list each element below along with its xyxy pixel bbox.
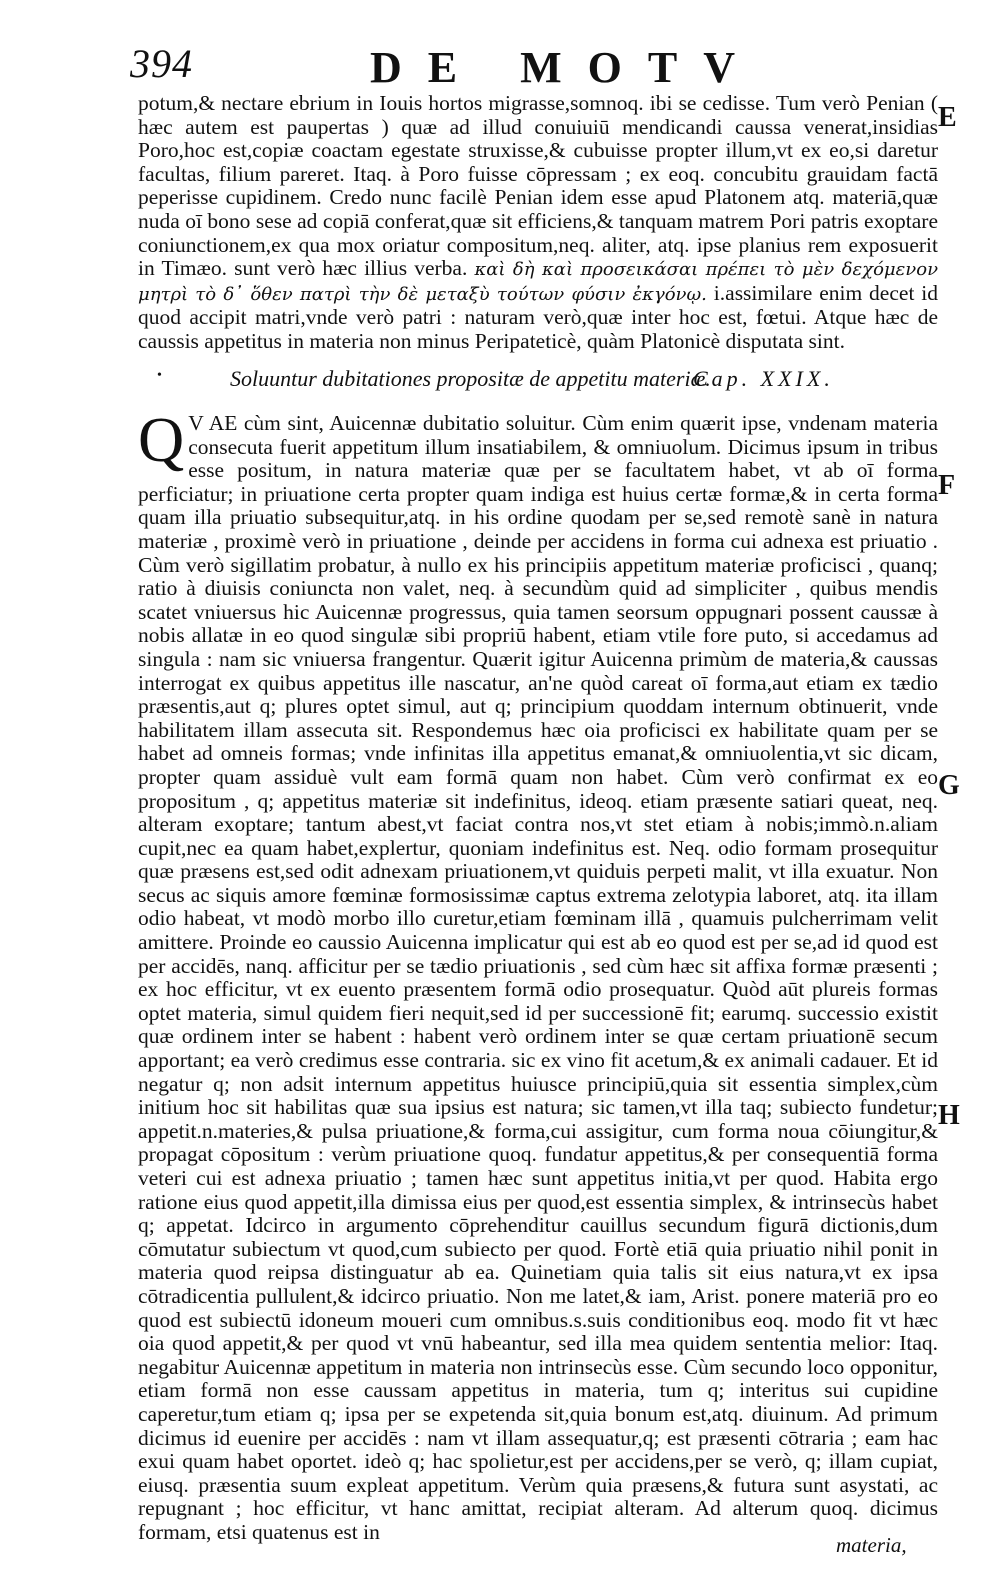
chapter-title: Soluuntur dubitationes propositæ de appetitu materiæ.: [230, 366, 711, 391]
paragraph-2-text: [138, 404, 938, 1545]
page-number: 394: [130, 41, 193, 86]
paragraph-2: [138, 404, 938, 1545]
catchword: materia,: [836, 1533, 907, 1557]
margin-letter-g: G: [938, 770, 960, 801]
chapter-heading: [230, 366, 834, 392]
running-head: DE MOTV: [370, 43, 761, 92]
paragraph-1-latin-continued: i.assimilare enim decet id quod accipit matri,vnde verò patri : naturam verò,quæ inter hoc est, fœtui. Atque hæc de caussis appetitus in materia non minus Peripateticè, quàm Platonicè disputata sint.: [138, 280, 939, 353]
drop-cap: Q: [138, 404, 185, 475]
ornament-mark: •: [157, 368, 162, 383]
margin-letter-f: F: [938, 470, 956, 501]
greek-quotation: καὶ δὴ καὶ προσεικάσαι πρέπει τὸ μὲν δεχόμενον μητρὶ τὸ δ᾽ ὅθεν πατρὶ τὴν δὲ μεταξὺ τούτων φύσιν ἐκγόνῳ.: [138, 259, 939, 305]
margin-letter-e: E: [938, 102, 957, 133]
paragraph-1-text: [138, 92, 938, 354]
chapter-number: Cap. XXIX.: [693, 366, 834, 391]
paragraph-2-body: V AE cùm sint, Auicennæ dubitatio soluitur. Cùm enim quærit ipse, vndenam materia consecuta fuerit appetitum illum insatiabilem, & omniuolum. Dicimus ipsum in tribus esse positum, in natura materiæ quæ per se facultatem habet, vt ab oī forma perficiatur; in priuatione certa propter quam indiga est huius certæ formæ,& in certa forma quam illa priuatio subsequitur,atq. in his ordine quodam per se,sed remotè sanè in natura materiæ , proximè verò in priuatione , deinde per accidens in forma cui adnexa est priuatio . Cùm verò sigillatim probatur, à nullo ex his principiis appetitum materiæ proficisci , quanq; ratio à diuisis coniuncta non valet, neq. à secundùm quid ad simpliciter , quibus mendis scatet vniuersus hic Auicennæ progressus, quia tamen seorsum oppugnari possent caussæ à nobis allatæ in eo quod singulæ sibi propriū habent, etiam vtile fore puto, si accedamus ad singula : nam sic vniuersa frangentur. Quærit igitur Auicenna primùm de materia,& caussas interrogat ex quibus appetitus ille nascatur, an'ne quòd careat oī forma,aut etiam ex tædio præsentis,aut q; plures optet simul, aut q; principium quoddam internum obtinuerit, vnde habilitatem illam assecuta sit. Respondemus hæc oia proficisci ex habilitate quam per se habet ad omneis formas; vnde infinitas illa appetitus emanat,& omniuolentia,vt sic dicam, propter quam assiduè vult eam formā quam non habet. Cùm verò confirmat ex eo propositum , q; appetitus materiæ sit indefinitus, ideoq. etiam præsente satiari queat, neq. alteram exoptare; tantum abest,vt faciat contra nos,vt stet etiam à nobis;immò.n.aliam cupit,nec ea quam habet,explertur, quoniam indefinitus est. Neq. odio formam prosequitur quæ præsens est,sed odit adnexam priuationem,vt quiduis perpeti malit, vt illa exuatur. Non secus ac siquis amore fœminæ formosissimæ captus extrema zelotypia laboret, atq. ita illam odio habeat, vt modò morbo illo curetur,etiam fœminam illā , quamuis pulcherrimam velit amittere. Proinde eo caussio Auicenna implicatur qui est ab eo quod est per se,ad id quod est per accidēs, nanq. afficitur per se tædio priuationis , sed cùm hæc sit affixa formæ præsenti ; ex hoc efficitur, vt ex euento præsentem formā odio prosequatur. Quòd aūt plureis formas optet materia, simul quidem fieri nequit,sed id per successionē fit; earumq. successio existit quæ ordinem inter se habent : habent verò ordinem inter se quæ certam priuationē secum apportant; ea verò credimus esse contraria. sic ex vino fit acetum,& ex animali cadauer. Et id negatur q; non adsit internum appetitus huiusce principiū,quia sit essentia simplex,cùm initium hoc sit habilitas quæ sua ipsius est natura; sic tamen,vt illa taq; subiecto fundetur; appetit.n.materies,& pulsa priuatione,& forma,cui assigitur, cum forma noua cōiungitur,& propagat cōpositum : verùm priuatione quoq. fundatur appetitus,& per consequentiā forma veteri cui est adnexa priuatio ; tamen hæc sunt appetitus initia,vt per quod. Habita ergo ratione eius quod appetit,illa dimissa eius per quod,est essentia simplex, & intrinsecùs habet q; appetat. Idcirco in argumento cōprehenditur cauillus secundum figurā dictionis,dum cōmutatur subiectum vt quod,cum subiecto per quod. Fortè etiā quia priuatio nihil ponit in materia quod reipsa distinguatur ab ea. Quinetiam quia talis sit eius natura,vt ex ipsa cōtradicentia pullulent,& idcirco priuatio. Non me latet,& iam, Arist. ponere materiā pro eo quod est subiectū idoneum moueri cum omnibus.s.suis conditionibus eoq. modo fit vt hæc oia quod appetit,& per quod vt vnū habeantur, sed illa mea quidem sententia melior: Itaq. negabitur Auicennæ appetitum in materia non intrinsecùs esse. Cùm secundo loco opponitur, etiam formā non esse caussam appetitus in materia, tum q; interitus sui cupidine caperetur,tum etiam q; ipsa per se expetenda sit,quia bonum est,atq. diuinum. Ad primum dicimus id euenire per accidēs : nam vt illam assequatur,q; est præsenti cōtraria ; eam hac exui quam habet oportet. ideò q; hac spolietur,est per accidens,per se verò, q; illam cupiat, eiusq. præsentia suum expleat appetitum. Verùm quia præsens,& futura sunt asystati, ac repugnant ; hoc efficitur, vt hanc amittat, recipiat alteram. Ad alterum quoq. dicimus formam, etsi quatenus est in: [138, 411, 938, 1544]
margin-letter-h: H: [938, 1100, 960, 1131]
paragraph-1-latin: potum,& nectare ebrium in Iouis hortos migrasse,somnoq. ibi se cedisse. Tum verò Penian ( hæc autem est paupertas ) quæ ad illud conuiuiū mendicandi caussa venerat,insidias Poro,hoc est,copiæ coactam egestate struxisse,& cubuisse propter illum,vt ex eo,si daretur facultas, filium pareret. Itaq. à Poro fuisse cōpressam ; ex eoq. concubitu grauidam factā peperisse cupidinem. Credo nunc facilè Penian idem esse apud Platonem atq. materiā,quæ nuda oī bono sese ad copiā conferat,quæ sit efficiens,& tanquam matrem Pori patris exoptare coniunctionem,ex qua mox oriatur compositum,neq. aliter, atq. ipse planius rem exposuerit in Timæo. sunt verò hæc illius verba.: [138, 91, 938, 281]
paragraph-1: [138, 92, 938, 354]
